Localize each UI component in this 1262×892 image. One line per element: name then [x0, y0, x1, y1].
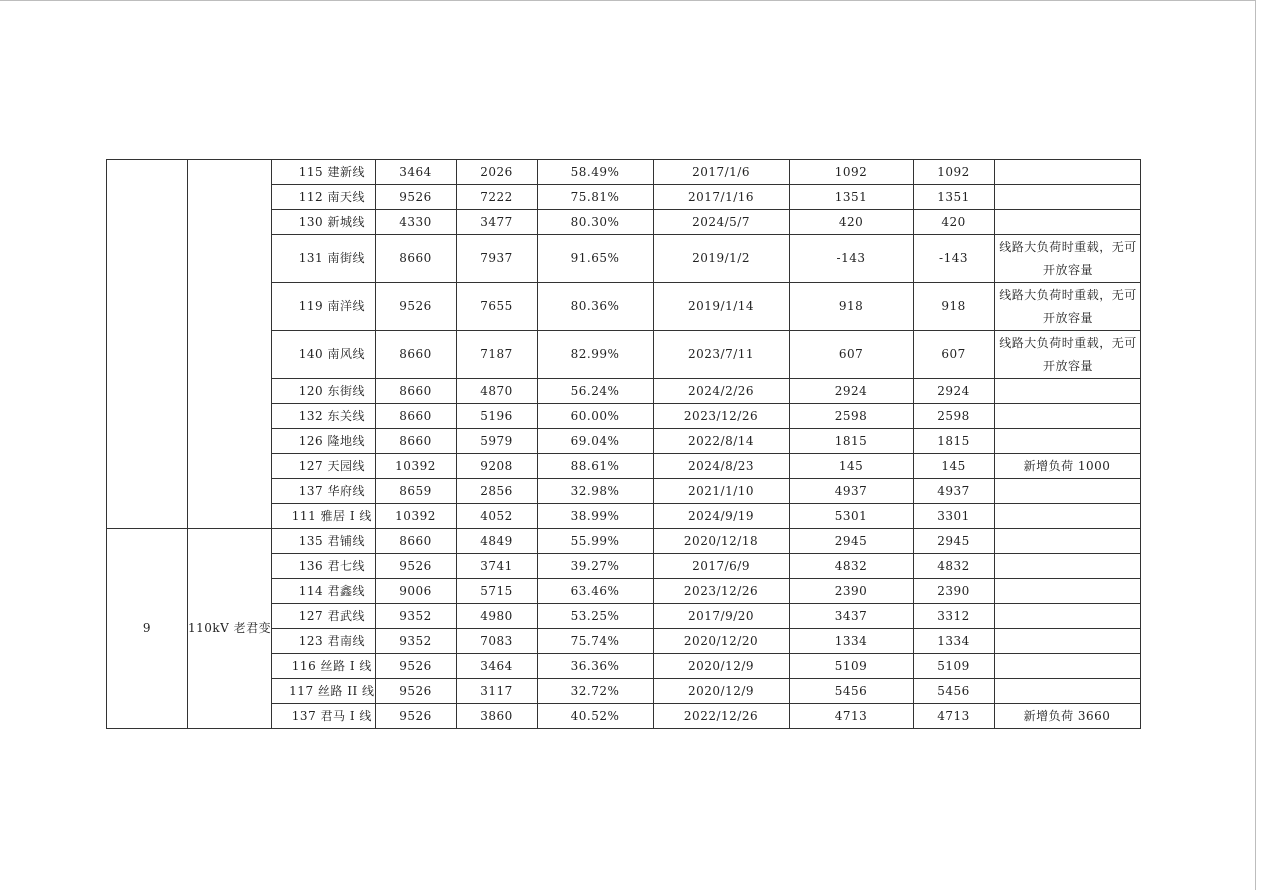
date-cell: 2019/1/2 — [653, 235, 789, 283]
capacity-cell: 3464 — [375, 160, 456, 185]
note-cell — [994, 404, 1140, 429]
date-cell: 2020/12/20 — [653, 629, 789, 654]
open-capacity-cell: 1815 — [789, 429, 913, 454]
available-capacity-cell: 1815 — [913, 429, 994, 454]
available-capacity-cell: 2598 — [913, 404, 994, 429]
date-cell: 2020/12/9 — [653, 679, 789, 704]
open-capacity-cell: 607 — [789, 331, 913, 379]
load-rate-cell: 69.04% — [537, 429, 653, 454]
load-rate-cell: 36.36% — [537, 654, 653, 679]
date-cell: 2023/12/26 — [653, 404, 789, 429]
capacity-cell: 8660 — [375, 529, 456, 554]
table-body — [107, 160, 1141, 729]
capacity-cell: 4330 — [375, 210, 456, 235]
open-capacity-cell: -143 — [789, 235, 913, 283]
date-cell: 2022/12/26 — [653, 704, 789, 729]
substation-name-cell — [188, 160, 272, 529]
capacity-cell: 9006 — [375, 579, 456, 604]
date-cell: 2017/1/6 — [653, 160, 789, 185]
line-name-cell: 137 君马 I 线 — [272, 704, 375, 729]
load-rate-cell: 63.46% — [537, 579, 653, 604]
note-cell — [994, 554, 1140, 579]
note-cell — [994, 379, 1140, 404]
line-name-cell: 140 南风线 — [272, 331, 375, 379]
date-cell: 2024/8/23 — [653, 454, 789, 479]
capacity-cell: 8660 — [375, 331, 456, 379]
line-name-cell: 115 建新线 — [272, 160, 375, 185]
note-cell — [994, 529, 1140, 554]
line-name-cell: 137 华府线 — [272, 479, 375, 504]
open-capacity-cell: 5301 — [789, 504, 913, 529]
open-capacity-cell: 4937 — [789, 479, 913, 504]
max-load-cell: 5196 — [456, 404, 537, 429]
open-capacity-cell: 5456 — [789, 679, 913, 704]
available-capacity-cell: 5456 — [913, 679, 994, 704]
note-cell — [994, 604, 1140, 629]
open-capacity-cell: 1334 — [789, 629, 913, 654]
load-rate-cell: 80.30% — [537, 210, 653, 235]
available-capacity-cell: 3312 — [913, 604, 994, 629]
open-capacity-cell: 5109 — [789, 654, 913, 679]
open-capacity-cell: 4832 — [789, 554, 913, 579]
group-index-cell: 9 — [107, 529, 188, 729]
load-rate-cell: 56.24% — [537, 379, 653, 404]
load-rate-cell: 60.00% — [537, 404, 653, 429]
note-cell — [994, 185, 1140, 210]
capacity-cell: 8660 — [375, 404, 456, 429]
date-cell: 2023/12/26 — [653, 579, 789, 604]
date-cell: 2022/8/14 — [653, 429, 789, 454]
open-capacity-cell: 145 — [789, 454, 913, 479]
max-load-cell: 5979 — [456, 429, 537, 454]
available-capacity-cell: 4713 — [913, 704, 994, 729]
capacity-cell: 9526 — [375, 654, 456, 679]
available-capacity-cell: 1092 — [913, 160, 994, 185]
date-cell: 2017/9/20 — [653, 604, 789, 629]
load-rate-cell: 38.99% — [537, 504, 653, 529]
open-capacity-cell: 2598 — [789, 404, 913, 429]
max-load-cell: 3117 — [456, 679, 537, 704]
open-capacity-cell: 1092 — [789, 160, 913, 185]
available-capacity-cell: 4937 — [913, 479, 994, 504]
line-name-cell: 120 东街线 — [272, 379, 375, 404]
substation-name-cell: 110kV 老君变 — [188, 529, 272, 729]
open-capacity-cell: 1351 — [789, 185, 913, 210]
available-capacity-cell: 420 — [913, 210, 994, 235]
available-capacity-cell: 145 — [913, 454, 994, 479]
capacity-cell: 9526 — [375, 283, 456, 331]
available-capacity-cell: 918 — [913, 283, 994, 331]
load-rate-cell: 75.74% — [537, 629, 653, 654]
note-cell — [994, 654, 1140, 679]
note-cell — [994, 479, 1140, 504]
capacity-cell: 9526 — [375, 554, 456, 579]
date-cell: 2020/12/18 — [653, 529, 789, 554]
max-load-cell: 4870 — [456, 379, 537, 404]
note-cell — [994, 160, 1140, 185]
table-row — [107, 160, 1141, 185]
capacity-cell: 9526 — [375, 704, 456, 729]
line-name-cell: 112 南天线 — [272, 185, 375, 210]
date-cell: 2023/7/11 — [653, 331, 789, 379]
line-name-cell: 117 丝路 II 线 — [272, 679, 375, 704]
open-capacity-cell: 2945 — [789, 529, 913, 554]
open-capacity-cell: 2924 — [789, 379, 913, 404]
load-rate-cell: 53.25% — [537, 604, 653, 629]
line-name-cell: 116 丝路 I 线 — [272, 654, 375, 679]
max-load-cell: 9208 — [456, 454, 537, 479]
capacity-cell: 9352 — [375, 604, 456, 629]
available-capacity-cell: 1334 — [913, 629, 994, 654]
capacity-cell: 8660 — [375, 235, 456, 283]
available-capacity-cell: 2390 — [913, 579, 994, 604]
line-name-cell: 136 君七线 — [272, 554, 375, 579]
feeder-capacity-table — [106, 159, 1141, 729]
note-cell: 新增负荷 1000 — [994, 454, 1140, 479]
max-load-cell: 7083 — [456, 629, 537, 654]
table-row — [107, 529, 1141, 554]
available-capacity-cell: 5109 — [913, 654, 994, 679]
date-cell: 2024/9/19 — [653, 504, 789, 529]
line-name-cell: 131 南街线 — [272, 235, 375, 283]
note-cell — [994, 504, 1140, 529]
capacity-cell: 8660 — [375, 429, 456, 454]
max-load-cell: 4052 — [456, 504, 537, 529]
max-load-cell: 3477 — [456, 210, 537, 235]
line-name-cell: 114 君鑫线 — [272, 579, 375, 604]
note-cell: 新增负荷 3660 — [994, 704, 1140, 729]
load-rate-cell: 82.99% — [537, 331, 653, 379]
capacity-cell: 8659 — [375, 479, 456, 504]
capacity-cell: 9526 — [375, 185, 456, 210]
max-load-cell: 3741 — [456, 554, 537, 579]
date-cell: 2024/2/26 — [653, 379, 789, 404]
group-index-cell — [107, 160, 188, 529]
note-cell: 线路大负荷时重载，无可开放容量 — [994, 283, 1140, 331]
available-capacity-cell: 607 — [913, 331, 994, 379]
max-load-cell: 7187 — [456, 331, 537, 379]
date-cell: 2021/1/10 — [653, 479, 789, 504]
max-load-cell: 4849 — [456, 529, 537, 554]
load-rate-cell: 88.61% — [537, 454, 653, 479]
available-capacity-cell: 2945 — [913, 529, 994, 554]
date-cell: 2017/6/9 — [653, 554, 789, 579]
max-load-cell: 7655 — [456, 283, 537, 331]
capacity-cell: 9526 — [375, 679, 456, 704]
available-capacity-cell: 4832 — [913, 554, 994, 579]
max-load-cell: 3860 — [456, 704, 537, 729]
capacity-cell: 9352 — [375, 629, 456, 654]
open-capacity-cell: 420 — [789, 210, 913, 235]
line-name-cell: 135 君铺线 — [272, 529, 375, 554]
available-capacity-cell: 2924 — [913, 379, 994, 404]
load-rate-cell: 39.27% — [537, 554, 653, 579]
note-cell: 线路大负荷时重载，无可开放容量 — [994, 235, 1140, 283]
load-rate-cell: 91.65% — [537, 235, 653, 283]
line-name-cell: 132 东关线 — [272, 404, 375, 429]
capacity-cell: 8660 — [375, 379, 456, 404]
load-rate-cell: 32.72% — [537, 679, 653, 704]
max-load-cell: 3464 — [456, 654, 537, 679]
max-load-cell: 4980 — [456, 604, 537, 629]
available-capacity-cell: 1351 — [913, 185, 994, 210]
load-rate-cell: 75.81% — [537, 185, 653, 210]
load-rate-cell: 58.49% — [537, 160, 653, 185]
line-name-cell: 111 雅居 I 线 — [272, 504, 375, 529]
note-cell — [994, 629, 1140, 654]
line-name-cell: 130 新城线 — [272, 210, 375, 235]
load-rate-cell: 32.98% — [537, 479, 653, 504]
max-load-cell: 7937 — [456, 235, 537, 283]
date-cell: 2019/1/14 — [653, 283, 789, 331]
line-name-cell: 123 君南线 — [272, 629, 375, 654]
available-capacity-cell: -143 — [913, 235, 994, 283]
max-load-cell: 2856 — [456, 479, 537, 504]
max-load-cell: 2026 — [456, 160, 537, 185]
date-cell: 2020/12/9 — [653, 654, 789, 679]
date-cell: 2024/5/7 — [653, 210, 789, 235]
capacity-cell: 10392 — [375, 504, 456, 529]
load-rate-cell: 55.99% — [537, 529, 653, 554]
open-capacity-cell: 2390 — [789, 579, 913, 604]
capacity-cell: 10392 — [375, 454, 456, 479]
max-load-cell: 5715 — [456, 579, 537, 604]
load-rate-cell: 80.36% — [537, 283, 653, 331]
open-capacity-cell: 4713 — [789, 704, 913, 729]
note-cell: 线路大负荷时重载，无可开放容量 — [994, 331, 1140, 379]
note-cell — [994, 679, 1140, 704]
open-capacity-cell: 918 — [789, 283, 913, 331]
line-name-cell: 126 隆地线 — [272, 429, 375, 454]
date-cell: 2017/1/16 — [653, 185, 789, 210]
load-rate-cell: 40.52% — [537, 704, 653, 729]
line-name-cell: 127 君武线 — [272, 604, 375, 629]
note-cell — [994, 429, 1140, 454]
line-name-cell: 127 天园线 — [272, 454, 375, 479]
note-cell — [994, 210, 1140, 235]
line-name-cell: 119 南洋线 — [272, 283, 375, 331]
max-load-cell: 7222 — [456, 185, 537, 210]
open-capacity-cell: 3437 — [789, 604, 913, 629]
available-capacity-cell: 3301 — [913, 504, 994, 529]
note-cell — [994, 579, 1140, 604]
